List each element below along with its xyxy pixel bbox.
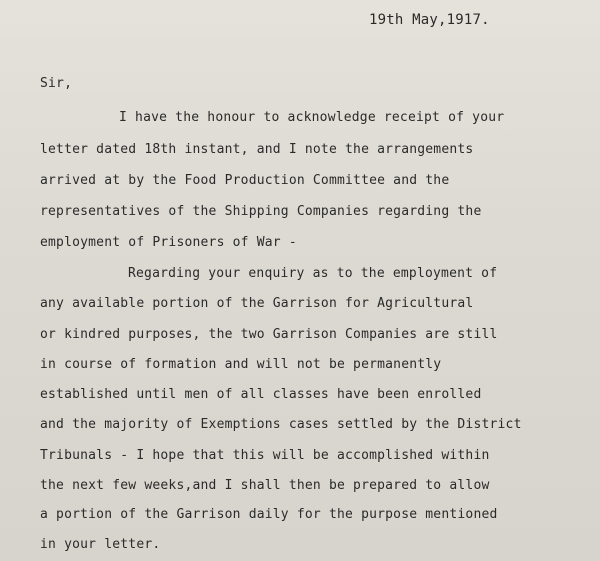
letter-line: a portion of the Garrison daily for the purpose mentioned [40, 507, 498, 522]
letter-line: established until men of all classes have been enrolled [40, 387, 482, 402]
letter-line: Tribunals - I hope that this will be accomplished within [40, 448, 490, 463]
letter-salutation: Sir, [40, 76, 73, 91]
letter-line: letter dated 18th instant, and I note the arrangements [40, 142, 474, 157]
letter-line: or kindred purposes, the two Garrison Companies are still [40, 327, 498, 342]
letter-date: 19th May,1917. [369, 12, 490, 28]
letter-line: I have the honour to acknowledge receipt of your [119, 110, 505, 125]
letter-line: employment of Prisoners of War - [40, 235, 297, 250]
letter-line: representatives of the Shipping Companies regarding the [40, 204, 482, 219]
letter-line: and the majority of Exemptions cases settled by the District [40, 417, 522, 432]
letter-line: any available portion of the Garrison for Agricultural [40, 296, 474, 311]
letter-line: arrived at by the Food Production Committee and the [40, 173, 450, 188]
letter-line: in your letter. [40, 537, 161, 552]
letter-line: the next few weeks,and I shall then be prepared to allow [40, 478, 490, 493]
letter-line: in course of formation and will not be permanently [40, 357, 442, 372]
letter-line: Regarding your enquiry as to the employment of [128, 266, 498, 281]
